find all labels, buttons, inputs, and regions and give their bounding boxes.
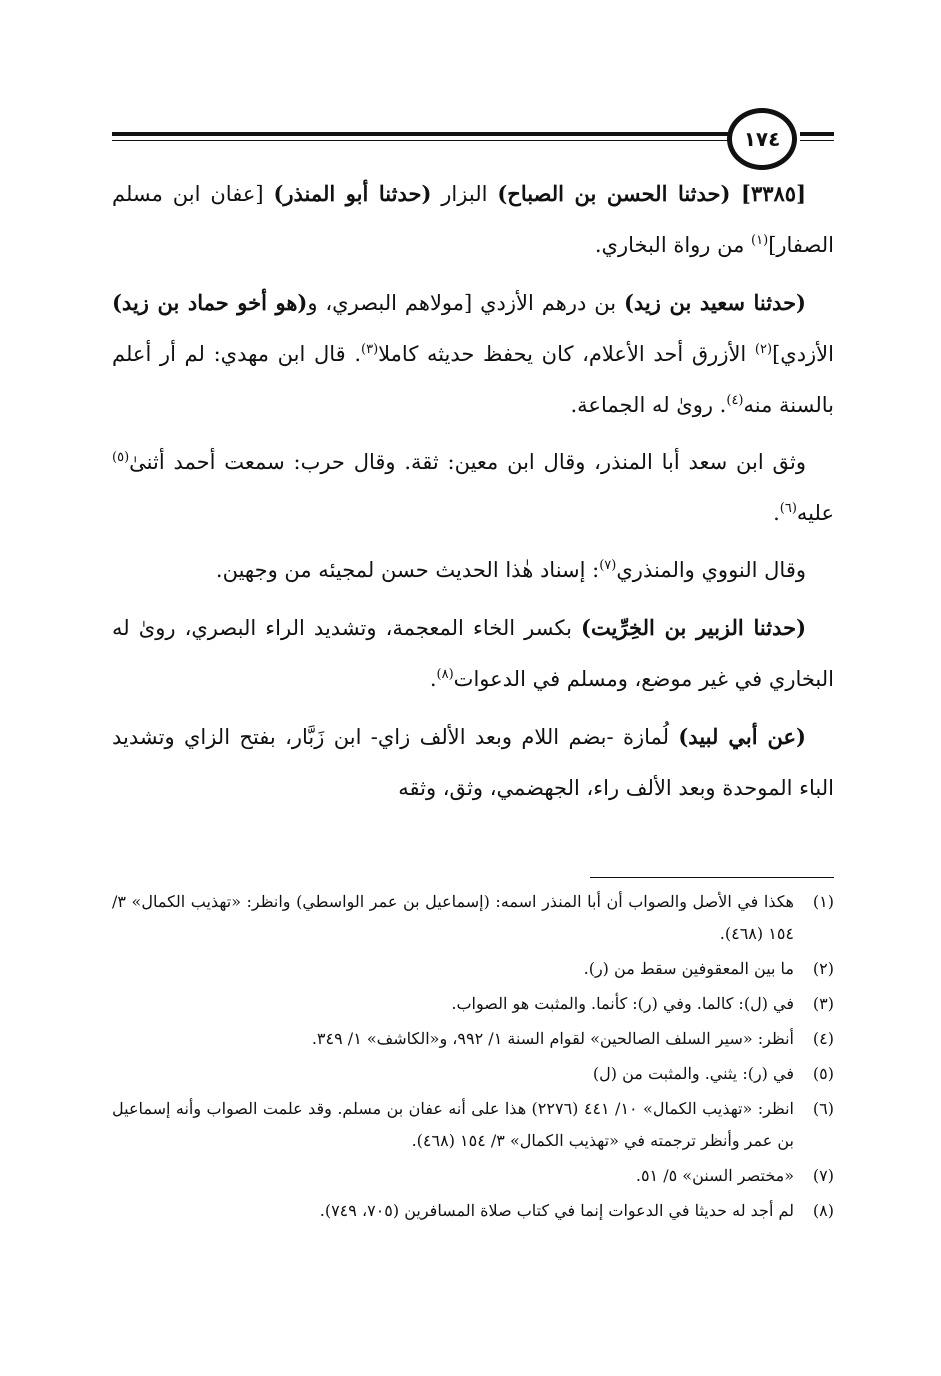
text-run: [عفان ابن مسلم الصفار] xyxy=(112,182,834,257)
footnote-text: لم أجد له حديثا في الدعوات إنما في كتاب صلاة المسافرين (٧٠٥، ٧٤٩). xyxy=(319,1201,794,1220)
paragraph xyxy=(112,437,834,539)
text-run: وقال النووي والمنذري xyxy=(616,558,806,582)
footnote-ref: (١) xyxy=(751,233,769,248)
footnote-number: (٤) xyxy=(812,1029,834,1048)
footnote-text: هكذا في الأصل والصواب أن أبا المنذر اسمه: (إسماعيل بن عمر الواسطي) وانظر: «تهذيب الكمال» ٣/ ١٥٤ (٤٦٨). xyxy=(112,892,794,943)
footnote-ref: (٥) xyxy=(112,450,130,465)
bold-text: (عن أبي لبيد) xyxy=(678,724,806,749)
footnote-number: (٦) xyxy=(812,1099,834,1118)
footnote xyxy=(112,1160,834,1192)
footnote-number: (٢) xyxy=(812,959,834,978)
text-run: . xyxy=(429,667,437,691)
text-run: : إسناد هٰذا الحديث حسن لمجيئه من وجهين. xyxy=(215,558,600,582)
footnote xyxy=(112,953,834,985)
footnote-ref: (٨) xyxy=(436,667,454,682)
footnote xyxy=(112,1058,834,1090)
footnote-text: في (ر): يثني. والمثبت من (ل) xyxy=(592,1064,794,1083)
footnote-number: (٣) xyxy=(812,994,834,1013)
header-rule-thin xyxy=(112,140,730,141)
bold-text: (حدثنا الزبير بن الخِرِّيت) xyxy=(581,615,807,640)
bold-text: (حدثنا أبو المنذر) xyxy=(273,181,432,206)
footnote-ref: (٢) xyxy=(754,342,773,357)
footnote-text: ما بين المعقوفين سقط من (ر). xyxy=(583,959,794,978)
footnote-ref: (٤) xyxy=(726,393,744,408)
footnote-text: في (ل): كالما. وفي (ر): كأنما. والمثبت هو الصواب. xyxy=(451,994,794,1013)
header-rule-right-thin xyxy=(800,140,834,141)
paragraph xyxy=(112,545,834,596)
page-number: ١٧٤ xyxy=(727,108,797,170)
paragraph xyxy=(112,277,834,431)
footnote-ref: (٦) xyxy=(779,501,797,516)
footnote-separator xyxy=(590,877,834,878)
footnote xyxy=(112,1093,834,1157)
text-run: وثق ابن سعد أبا المنذر، وقال ابن معين: ثقة. وقال حرب: سمعت أحمد أثنىٰ xyxy=(129,450,806,474)
text-run: . قال ابن مهدي: لم أر أعلم بالسنة منه xyxy=(112,342,834,417)
footnote xyxy=(112,1023,834,1055)
text-run: الأزدي] xyxy=(772,342,834,366)
text-run: البزار xyxy=(431,182,498,206)
footnote xyxy=(112,988,834,1020)
footnote-number: (٨) xyxy=(812,1201,834,1220)
header-rule-right xyxy=(800,132,834,136)
bold-text: (حدثنا سعيد بن زيد) xyxy=(623,290,806,315)
footnote-text: «مختصر السنن» ٥/ ٥١. xyxy=(635,1166,794,1185)
footnote-text: انظر: «تهذيب الكمال» ١٠/ ٤٤١ (٢٢٧٦) هذا على أنه عفان بن مسلم. وقد علمت الصواب وأنه إسماعيل بن عمر وأنظر ترجمته في «تهذيب الكمال» ٣/ ١٥٤ (٤٦٨). xyxy=(112,1099,795,1150)
bold-text: (هو أخو حماد بن زيد) xyxy=(112,290,308,315)
footnote-ref: (٧) xyxy=(599,558,617,573)
header-rule xyxy=(112,132,730,136)
text-run: بن درهم الأزدي [مولاهم البصري، و xyxy=(307,291,624,315)
text-run: عليه xyxy=(796,501,834,525)
text-run: لُمازة -بضم اللام وبعد الألف زاي- ابن زَبَّار، بفتح الزاي وتشديد الباء الموحدة وبعد الألف راء، الجهضمي، وثق، وثقه xyxy=(112,725,834,800)
footnote-number: (٥) xyxy=(812,1064,834,1083)
main-text xyxy=(112,168,834,820)
paragraph xyxy=(112,711,834,814)
text-run: . xyxy=(773,501,780,525)
footnote xyxy=(112,886,834,950)
paragraph xyxy=(112,168,834,271)
text-run: . روىٰ له الجماعة. xyxy=(570,393,727,417)
footnote-number: (٧) xyxy=(812,1166,834,1185)
paragraph xyxy=(112,602,834,705)
bold-text: [٣٣٨٥] (حدثنا الحسن بن الصباح) xyxy=(497,181,806,206)
footnote-ref: (٣) xyxy=(361,342,379,357)
footnote-number: (١) xyxy=(812,892,834,911)
text-run: بكسر الخاء المعجمة، وتشديد الراء البصري، روىٰ له البخاري في غير موضع، ومسلم في الدعوات xyxy=(112,616,834,691)
text-run: من رواة البخاري. xyxy=(594,233,752,257)
footnotes xyxy=(112,886,834,1230)
footnote xyxy=(112,1195,834,1227)
text-run: الأزرق أحد الأعلام، كان يحفظ حديثه كاملا xyxy=(378,342,755,366)
footnote-text: أنظر: «سير السلف الصالحين» لقوام السنة ١/ ٩٩٢، و«الكاشف» ١/ ٣٤٩. xyxy=(311,1029,794,1048)
